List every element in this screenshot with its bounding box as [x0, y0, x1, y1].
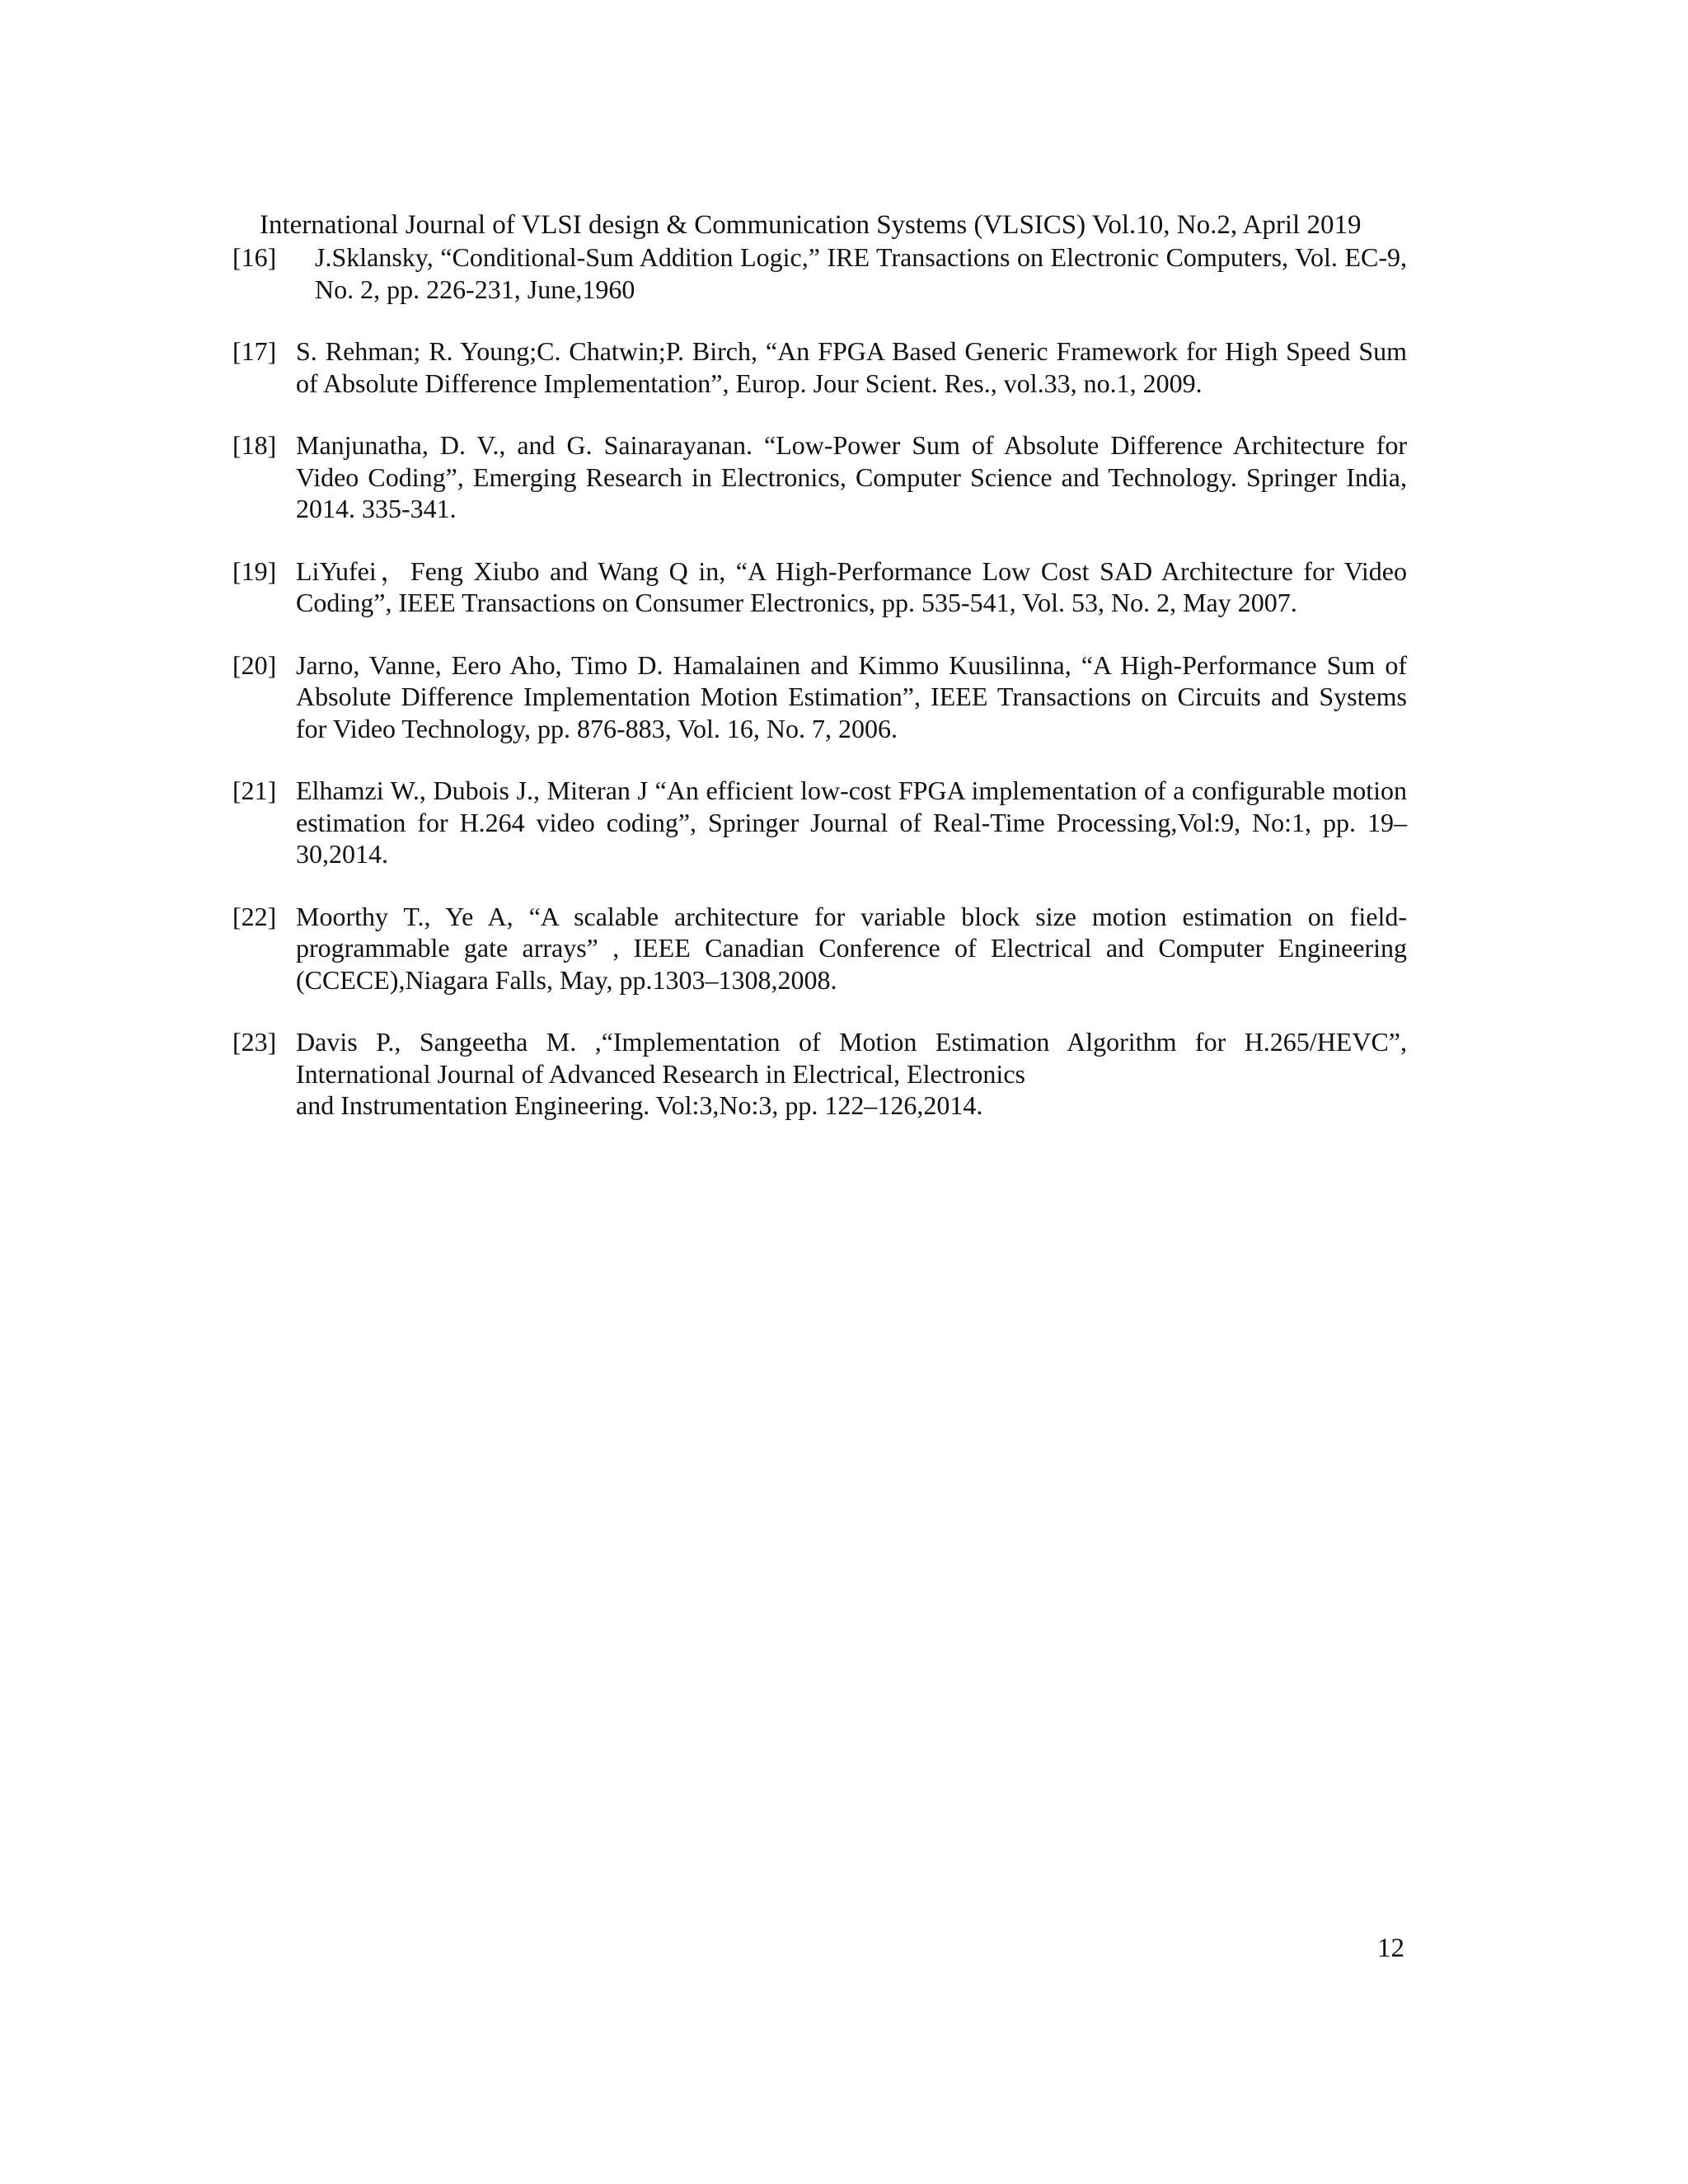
- page-number: 12: [1377, 1933, 1404, 1963]
- reference-item: [232, 241, 1407, 305]
- reference-item: [232, 775, 1407, 870]
- reference-list: [232, 241, 1407, 1152]
- running-header: International Journal of VLSI design & Communication Systems (VLSICS) Vol.10, No.2, April 2019: [260, 210, 1362, 240]
- reference-continuation: and Instrumentation Engineering. Vol:3,No:3, pp. 122–126,2014.: [296, 1090, 983, 1120]
- reference-text: Elhamzi W., Dubois J., Miteran J “An efficient low-cost FPGA implementation of a configurable motion estimation for H.264 video coding”, Springer Journal of Real-Time Processing,Vol:9, No:1, pp. 19–30,2014.: [296, 776, 1407, 869]
- reference-number: [23]: [232, 1027, 277, 1057]
- reference-text: Moorthy T., Ye A, “A scalable architecture for variable block size motion estimation on field-programmable gate arrays” , IEEE Canadian Conference of Electrical and Computer Engineering (CCECE),Niagara Falls, May, pp.1303–1308,2008.: [296, 901, 1407, 995]
- reference-number: [18]: [232, 430, 277, 460]
- reference-item: [232, 649, 1407, 745]
- reference-item: [232, 429, 1407, 525]
- reference-text: LiYufei，Feng Xiubo and Wang Q in, “A High-Performance Low Cost SAD Architecture for Video Coding”, IEEE Transactions on Consumer Electronics, pp. 535-541, Vol. 53, No. 2, May 2007.: [296, 555, 1408, 617]
- reference-item: [232, 901, 1407, 996]
- reference-item: [232, 555, 1407, 619]
- reference-number: [20]: [232, 649, 277, 680]
- reference-number: [22]: [232, 901, 277, 931]
- reference-number: [21]: [232, 776, 277, 805]
- reference-text: S. Rehman; R. Young;C. Chatwin;P. Birch, “An FPGA Based Generic Framework for High Speed Sum of Absolute Difference Implementation”, Europ. Jour Scient. Res., vol.33, no.1, 2009.: [296, 336, 1407, 398]
- reference-item: [232, 1026, 1407, 1122]
- reference-number: [17]: [232, 336, 277, 366]
- reference-item: [232, 335, 1407, 399]
- reference-number: [16]: [232, 242, 277, 272]
- reference-text: J.Sklansky, “Conditional-Sum Addition Logic,” IRE Transactions on Electronic Computers, Vol. EC-9, No. 2, pp. 226-231, June,1960: [315, 242, 1407, 304]
- reference-number: [19]: [232, 555, 277, 586]
- reference-text: Davis P., Sangeetha M. ,“Implementation of Motion Estimation Algorithm for H.265/HEVC”, International Journal of Advanced Research in Electrical, Electronics: [296, 1027, 1407, 1089]
- reference-text: Manjunatha, D. V., and G. Sainarayanan. “Low-Power Sum of Absolute Difference Architecture for Video Coding”, Emerging Research in Electronics, Computer Science and Technology. Springer India, 2014. 335-341.: [296, 430, 1407, 523]
- reference-text: Jarno, Vanne, Eero Aho, Timo D. Hamalainen and Kimmo Kuusilinna, “A High-Performance Sum of Absolute Difference Implementation Motion Estimation”, IEEE Transactions on Circuits and Systems for Video Technology, pp. 876-883, Vol. 16, No. 7, 2006.: [296, 649, 1407, 743]
